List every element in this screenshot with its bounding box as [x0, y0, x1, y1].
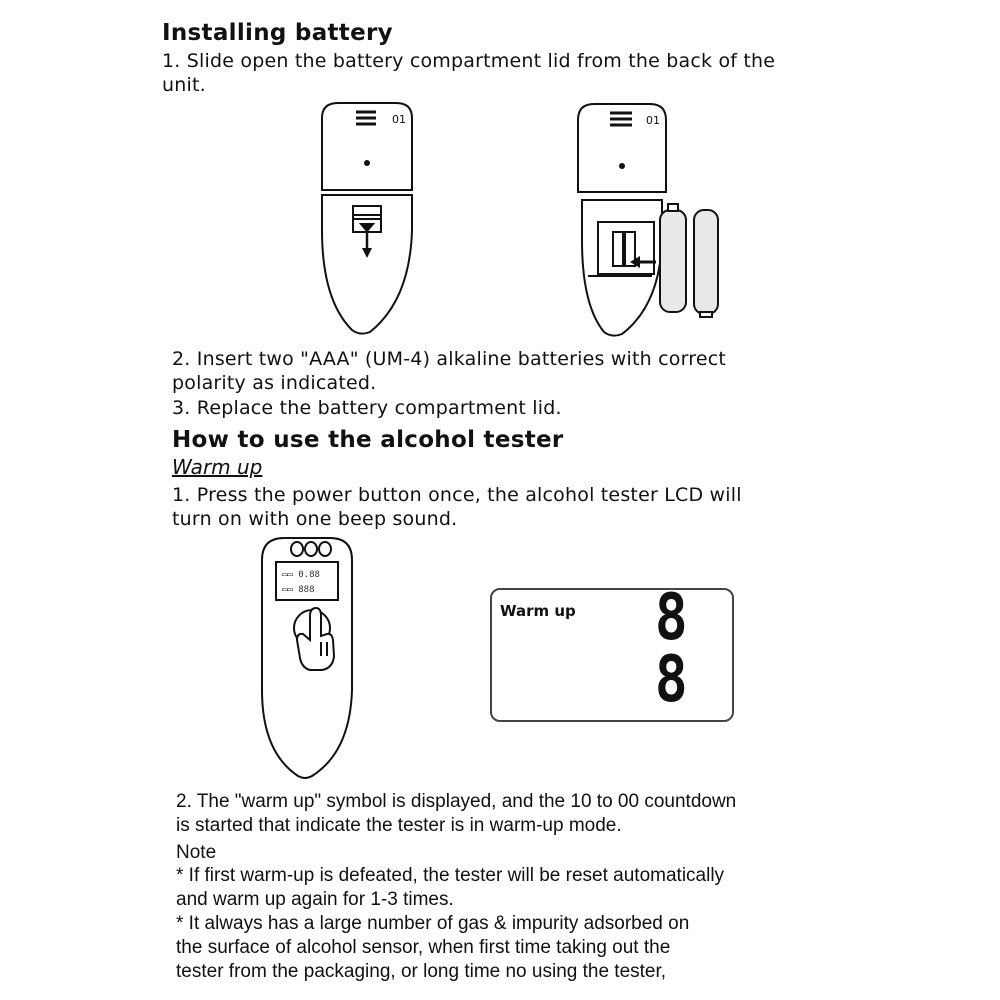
note-2-line-3: tester from the packaging, or long time no using the tester,	[176, 961, 667, 982]
section-heading-how-to-use: How to use the alcohol tester	[172, 427, 564, 453]
battery-step-2-line-2: polarity as indicated.	[172, 372, 377, 394]
section-heading-installing-battery: Installing battery	[162, 20, 393, 46]
lcd-digit-bottom: 8	[654, 643, 688, 717]
svg-text:▭▭ 0.88: ▭▭ 0.88	[282, 570, 320, 580]
note-1-line-2: and warm up again for 1-3 times.	[176, 889, 454, 910]
note-2-line-2: the surface of alcohol sensor, when first time taking out the	[176, 937, 671, 958]
usage-step-1-line-2: turn on with one beep sound.	[172, 508, 458, 530]
battery-step-1-line-2: unit.	[162, 74, 206, 96]
battery-step-2-line-1: 2. Insert two "AAA" (UM-4) alkaline batteries with correct	[172, 348, 727, 370]
note-2-line-1: * It always has a large number of gas & impurity adsorbed on	[176, 913, 690, 934]
note-title: Note	[176, 842, 217, 863]
lcd-warm-up-label: Warm up	[500, 602, 576, 620]
battery-step-3: 3. Replace the battery compartment lid.	[172, 397, 562, 419]
battery-step-1-line-1: 1. Slide open the battery compartment lid from the back of the	[162, 50, 776, 72]
svg-text:01: 01	[392, 113, 406, 126]
usage-step-1-line-1: 1. Press the power button once, the alcohol tester LCD will	[172, 484, 742, 506]
lcd-digit-top: 8	[654, 581, 688, 655]
subheading-warm-up: Warm up	[172, 455, 263, 479]
svg-text:▭▭ 888: ▭▭ 888	[282, 585, 315, 595]
svg-text:01: 01	[646, 114, 660, 127]
usage-step-2-line-2: is started that indicate the tester is in warm-up mode.	[176, 815, 622, 836]
note-1-line-1: * If first warm-up is defeated, the tester will be reset automatically	[176, 865, 725, 886]
lcd-display	[490, 581, 734, 722]
usage-step-2-line-1: 2. The "warm up" symbol is displayed, and the 10 to 00 countdown	[176, 791, 737, 812]
